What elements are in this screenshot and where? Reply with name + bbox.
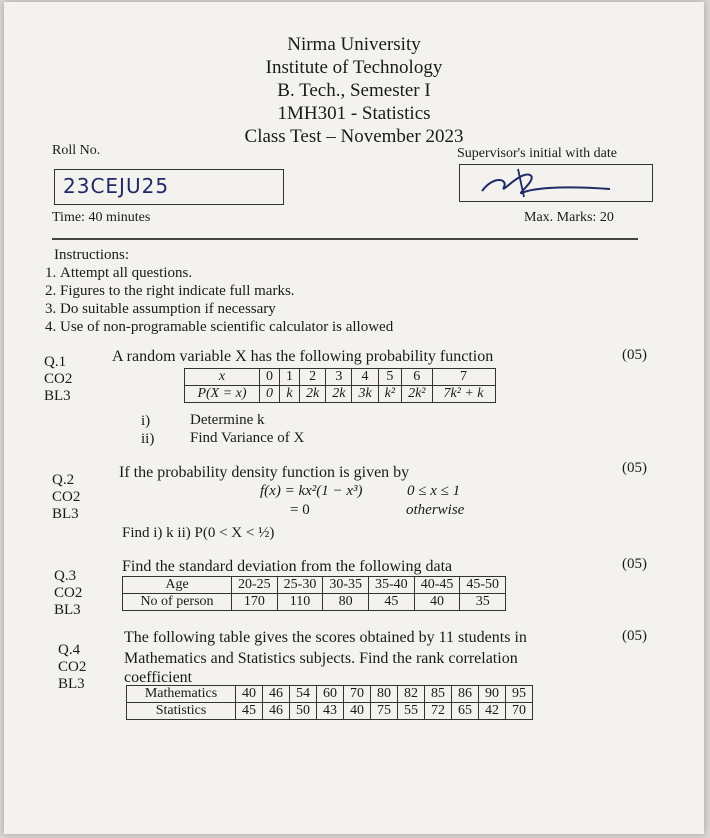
q2-labels xyxy=(52,472,80,523)
q1-part-ii-text: Find Variance of X xyxy=(190,430,305,446)
table-cell: 75 xyxy=(371,703,398,720)
q4-co: CO2 xyxy=(58,659,87,675)
table-cell: 40 xyxy=(414,594,460,611)
table-cell: 35-40 xyxy=(369,577,415,594)
table-cell: 170 xyxy=(232,594,278,611)
q4-table xyxy=(126,685,533,720)
q1-part-ii-label: ii) xyxy=(141,431,155,447)
supervisor-box xyxy=(459,164,653,202)
q2-pdf-cond2: otherwise xyxy=(406,502,465,518)
table-cell: 2k² xyxy=(402,386,432,403)
table-cell: 30-35 xyxy=(323,577,369,594)
instruction-item: 4. Use of non-programable scientific calculator is allowed xyxy=(60,318,660,336)
table-cell: 0 xyxy=(260,369,280,386)
table-cell: 35 xyxy=(460,594,506,611)
q3-table xyxy=(122,576,506,611)
table-cell: k² xyxy=(378,386,401,403)
table-cell: 6 xyxy=(402,369,432,386)
table-cell: 5 xyxy=(378,369,401,386)
table-cell: P(X = x) xyxy=(185,386,260,403)
q3-marks: (05) xyxy=(622,556,647,572)
q2-pdf-line2: = 0 xyxy=(290,502,310,518)
instruction-item: 1. Attempt all questions. xyxy=(60,264,660,282)
q1-row-x xyxy=(185,369,496,386)
program-name: B. Tech., Semester I xyxy=(277,80,431,101)
table-cell: 2 xyxy=(300,369,326,386)
q1-number: Q.1 xyxy=(44,354,67,370)
q4-text-line1: The following table gives the scores obtained by 11 students in xyxy=(124,629,527,646)
table-cell: 82 xyxy=(398,686,425,703)
q3-row-age xyxy=(123,577,506,594)
q3-text: Find the standard deviation from the following data xyxy=(122,558,453,575)
signature-icon xyxy=(460,165,652,201)
table-cell: 90 xyxy=(479,686,506,703)
table-cell: Mathematics xyxy=(127,686,236,703)
table-cell: 50 xyxy=(290,703,317,720)
q2-text: If the probability density function is given by xyxy=(119,464,410,481)
q3-labels xyxy=(54,568,82,619)
table-cell: Statistics xyxy=(127,703,236,720)
q2-pdf-line1: f(x) = kx²(1 − x³) xyxy=(260,483,363,499)
q1-part-i-label: i) xyxy=(141,413,151,429)
course-name: 1MH301 - Statistics xyxy=(277,103,431,124)
q1-text: A random variable X has the following probability function xyxy=(112,348,494,365)
university-name: Nirma University xyxy=(287,34,421,55)
q4-marks: (05) xyxy=(622,628,647,644)
table-cell: 3k xyxy=(352,386,378,403)
q4-bl: BL3 xyxy=(58,676,85,692)
q4-row-stats xyxy=(127,703,533,720)
table-cell: k xyxy=(280,386,300,403)
divider xyxy=(52,238,638,240)
table-cell: 110 xyxy=(277,594,323,611)
table-cell: 3 xyxy=(326,369,352,386)
table-cell: No of person xyxy=(123,594,232,611)
q4-text-line3: coefficient xyxy=(124,669,193,686)
q1-co: CO2 xyxy=(44,371,73,387)
table-cell: 95 xyxy=(506,686,533,703)
table-cell: 25-30 xyxy=(277,577,323,594)
table-cell: 4 xyxy=(352,369,378,386)
q4-row-math xyxy=(127,686,533,703)
time-text: Time: 40 minutes xyxy=(52,210,151,225)
table-cell: 42 xyxy=(479,703,506,720)
q2-pdf-cond1: 0 ≤ x ≤ 1 xyxy=(407,483,461,499)
exam-title: Class Test – November 2023 xyxy=(244,126,464,147)
table-cell: 40-45 xyxy=(414,577,460,594)
instruction-item: 3. Do suitable assumption if necessary xyxy=(60,300,660,318)
table-cell: 45 xyxy=(369,594,415,611)
table-cell: 2k xyxy=(326,386,352,403)
roll-value: 23CEJU25 xyxy=(63,174,170,198)
q4-labels xyxy=(58,642,86,693)
table-cell: 7 xyxy=(432,369,495,386)
table-cell: 86 xyxy=(452,686,479,703)
table-cell: 80 xyxy=(371,686,398,703)
table-cell: 65 xyxy=(452,703,479,720)
table-cell: 55 xyxy=(398,703,425,720)
table-cell: 70 xyxy=(506,703,533,720)
table-cell: 60 xyxy=(317,686,344,703)
table-cell: 0 xyxy=(260,386,280,403)
table-cell: 40 xyxy=(236,686,263,703)
table-cell: Age xyxy=(123,577,232,594)
q2-marks: (05) xyxy=(622,460,647,476)
q1-row-p xyxy=(185,386,496,403)
institute-name: Institute of Technology xyxy=(265,57,443,78)
table-cell: 45 xyxy=(236,703,263,720)
q1-table xyxy=(184,368,496,403)
table-cell: 85 xyxy=(425,686,452,703)
q1-labels xyxy=(44,354,72,405)
table-cell: 70 xyxy=(344,686,371,703)
table-cell: 45-50 xyxy=(460,577,506,594)
instructions-title: Instructions: xyxy=(54,247,129,263)
roll-box xyxy=(54,169,284,205)
table-cell: x xyxy=(185,369,260,386)
q2-number: Q.2 xyxy=(52,472,75,488)
q3-number: Q.3 xyxy=(54,568,77,584)
instruction-item: 2. Figures to the right indicate full marks. xyxy=(60,282,660,300)
q1-part-i-text: Determine k xyxy=(190,412,265,428)
table-cell: 72 xyxy=(425,703,452,720)
table-cell: 7k² + k xyxy=(432,386,495,403)
q2-find: Find i) k ii) P(0 < X < ½) xyxy=(122,525,275,541)
q4-number: Q.4 xyxy=(58,642,81,658)
q3-co: CO2 xyxy=(54,585,83,601)
instructions-list xyxy=(34,264,660,336)
table-cell: 2k xyxy=(300,386,326,403)
table-cell: 80 xyxy=(323,594,369,611)
q2-bl: BL3 xyxy=(52,506,79,522)
q1-marks: (05) xyxy=(622,347,647,363)
table-cell: 46 xyxy=(263,703,290,720)
roll-label: Roll No. xyxy=(52,143,101,158)
q3-bl: BL3 xyxy=(54,602,81,618)
table-cell: 20-25 xyxy=(232,577,278,594)
q3-row-persons xyxy=(123,594,506,611)
max-marks-text: Max. Marks: 20 xyxy=(524,210,614,225)
q4-text-line2: Mathematics and Statistics subjects. Find the rank correlation xyxy=(124,650,518,667)
q1-bl: BL3 xyxy=(44,388,71,404)
table-cell: 1 xyxy=(280,369,300,386)
table-cell: 43 xyxy=(317,703,344,720)
table-cell: 54 xyxy=(290,686,317,703)
supervisor-label: Supervisor's initial with date xyxy=(457,146,618,161)
q2-co: CO2 xyxy=(52,489,81,505)
table-cell: 46 xyxy=(263,686,290,703)
table-cell: 40 xyxy=(344,703,371,720)
exam-paper xyxy=(4,2,704,834)
